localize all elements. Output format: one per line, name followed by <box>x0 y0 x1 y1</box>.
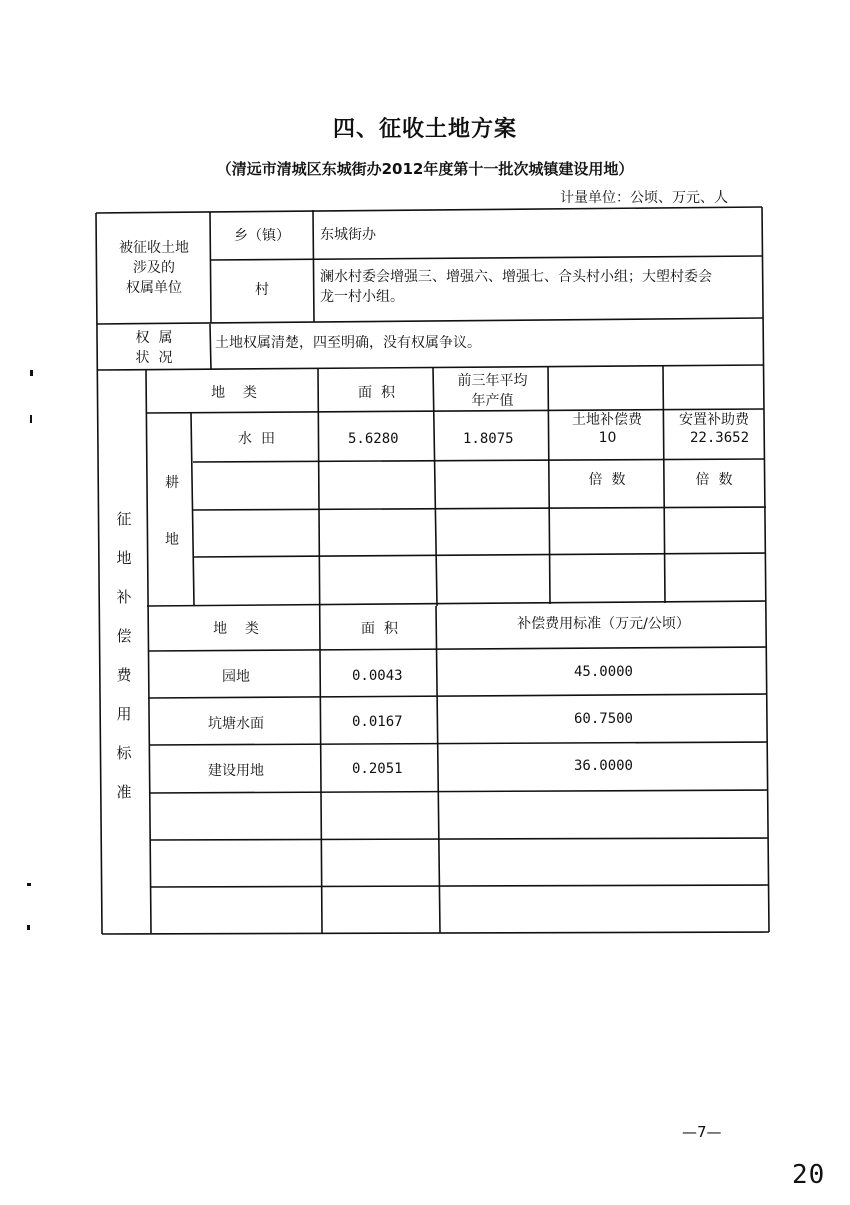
page-subtitle: （清远市清城区东城街办2012年度第十一批次城镇建设用地） <box>216 160 634 178</box>
scan-speck <box>27 925 30 930</box>
table-cell-standard: 60.7500 <box>573 711 633 727</box>
header-area-2: 面 积 <box>361 621 398 637</box>
village-label: 村 <box>255 282 269 298</box>
cultivated-label-char: 耕 <box>165 475 179 491</box>
vertical-label-char: 准 <box>116 783 132 801</box>
page-number: —7— <box>682 1123 722 1141</box>
scan-speck <box>27 883 31 886</box>
status-label-line: 权 属 <box>135 330 173 346</box>
header-avg-output-line: 前三年平均 <box>457 373 528 389</box>
table-cell-area: 0.0167 <box>352 714 403 730</box>
vertical-label-char: 用 <box>116 705 132 723</box>
scan-speck <box>30 370 33 376</box>
table-cell-land-type: 坑塘水面 <box>208 716 264 732</box>
header-resettle-line: 倍 数 <box>695 472 733 488</box>
town-label: 乡（镇） <box>234 228 290 244</box>
table-cell-land-type: 园地 <box>222 669 250 685</box>
header-land-type-2: 地 类 <box>213 621 259 637</box>
header-avg-output-line: 年产值 <box>471 393 514 409</box>
header-land-comp-line: 倍 数 <box>588 472 626 488</box>
table-cell-area: 0.0043 <box>352 668 403 684</box>
vertical-label-char: 地 <box>116 549 132 567</box>
ownership-label-line: 权属单位 <box>126 280 182 296</box>
table-cell-resettle-multiple: 22.3652 <box>690 430 750 446</box>
table-cell-land-type: 水 田 <box>238 431 275 447</box>
unit-note: 计量单位：公顷、万元、人 <box>560 190 728 206</box>
town-value: 东城街办 <box>320 227 376 243</box>
table-cell-area: 0.2051 <box>352 761 403 777</box>
table-cell-avg-output: 1.8075 <box>463 431 514 447</box>
cultivated-label-char: 地 <box>165 532 179 548</box>
header-land-comp-line: 土地补偿费 <box>572 412 642 428</box>
vertical-label-char: 征 <box>116 510 132 528</box>
status-value: 土地权属清楚，四至明确，没有权属争议。 <box>215 335 481 351</box>
header-area: 面 积 <box>358 385 395 401</box>
header-standard: 补偿费用标准（万元/公顷） <box>517 616 690 632</box>
table-cell-standard: 36.0000 <box>573 758 633 774</box>
vertical-label-char: 补 <box>116 588 132 606</box>
vertical-label-char: 标 <box>116 744 132 762</box>
village-value-line: 龙一村小组。 <box>320 289 404 305</box>
ownership-label-line: 涉及的 <box>133 260 175 276</box>
page-stamp-number: 20 <box>792 1160 826 1190</box>
table-cell-land-multiple: 10 <box>598 430 617 446</box>
table-cell-standard: 45.0000 <box>573 664 633 680</box>
village-value-line: 澜水村委会增强三、增强六、增强七、合头村小组；大塱村委会 <box>320 269 712 285</box>
ownership-label-line: 被征收土地 <box>119 240 189 256</box>
page-title: 四、征收土地方案 <box>332 117 517 142</box>
table-cell-land-type: 建设用地 <box>208 763 264 779</box>
table-cell-area: 5.6280 <box>348 431 399 447</box>
vertical-label-char: 偿 <box>116 627 132 645</box>
status-label-line: 状 况 <box>135 350 173 366</box>
vertical-label-char: 费 <box>116 666 132 684</box>
scan-speck <box>30 415 32 423</box>
header-resettle-line: 安置补助费 <box>679 412 749 428</box>
header-land-type: 地 类 <box>211 385 257 401</box>
